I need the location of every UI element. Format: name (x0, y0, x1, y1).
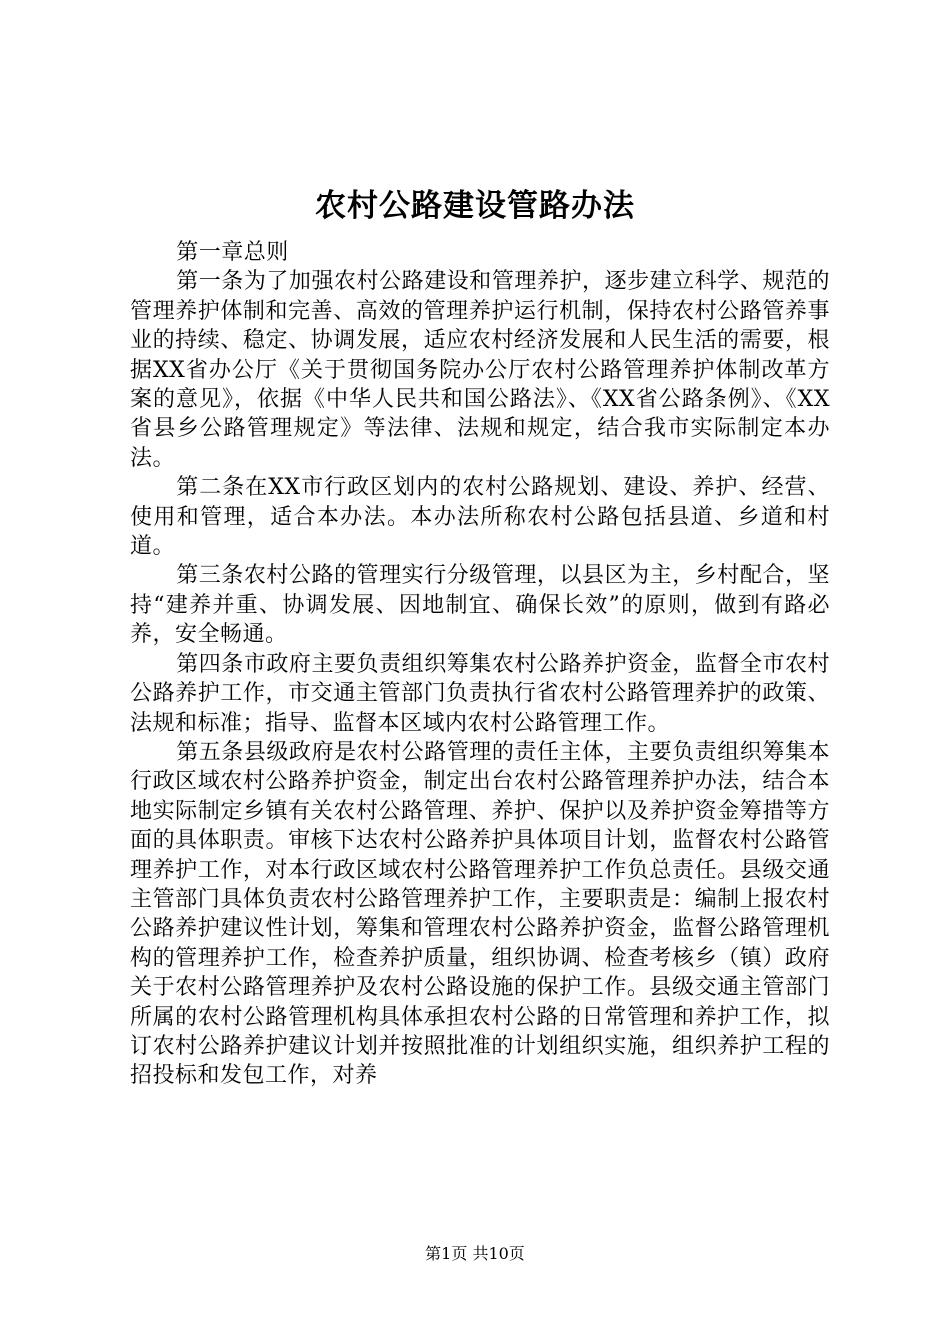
document-title: 农村公路建设管路办法 (315, 188, 635, 224)
page-number-footer: 第1页 共10页 (425, 1244, 525, 1263)
paragraph-article-4: 第四条市政府主要负责组织筹集农村公路养护资金，监督全市农村公路养护工作，市交通主管部门负责执行省农村公路管理养护的政策、法规和标准；指导、监督本区域内农村公路管理工作。 (130, 651, 830, 736)
paragraph-article-1: 第一条为了加强农村公路建设和管理养护，逐步建立科学、规范的管理养护体制和完善、高效的管理养护运行机制，保持农村公路管养事业的持续、稳定、协调发展，适应农村经济发展和人民生活的需要，根据XX省办公厅《关于贯彻国务院办公厅农村公路管理养护体制改革方案的意见》，依据《中华人民共和国公路法》、《XX省公路条例》、《XX省县乡公路管理规定》等法律、法规和规定，结合我市实际制定本办法。 (130, 269, 830, 471)
paragraph-article-3: 第三条农村公路的管理实行分级管理，以县区为主，乡村配合，坚持“建养并重、协调发展、因地制宜、确保长效”的原则，做到有路必养，安全畅通。 (130, 563, 830, 648)
document-body (130, 238, 830, 1091)
paragraph-article-5: 第五条县级政府是农村公路管理的责任主体，主要负责组织筹集本行政区域农村公路养护资金，制定出台农村公路管理养护办法，结合本地实际制定乡镇有关农村公路管理、养护、保护以及养护资金筹措等方面的具体职责。审核下达农村公路养护具体项目计划，监督农村公路管理养护工作，对本行政区域农村公路管理养护工作负总责任。县级交通主管部门具体负责农村公路管理养护工作，主要职责是：编制上报农村公路养护建议性计划，筹集和管理农村公路养护资金，监督公路管理机构的管理养护工作，检查养护质量，组织协调、检查考核乡（镇）政府关于农村公路管理养护及农村公路设施的保护工作。县级交通主管部门所属的农村公路管理机构具体承担农村公路的日常管理和养护工作，拟订农村公路养护建议计划并按照批准的计划组织实施，组织养护工程的招投标和发包工作，对养 (130, 739, 830, 1089)
chapter-heading: 第一章总则 (176, 240, 289, 265)
paragraph-article-2: 第二条在XX市行政区划内的农村公路规划、建设、养护、经营、使用和管理，适合本办法。本办法所称农村公路包括县道、乡道和村道。 (130, 475, 830, 560)
